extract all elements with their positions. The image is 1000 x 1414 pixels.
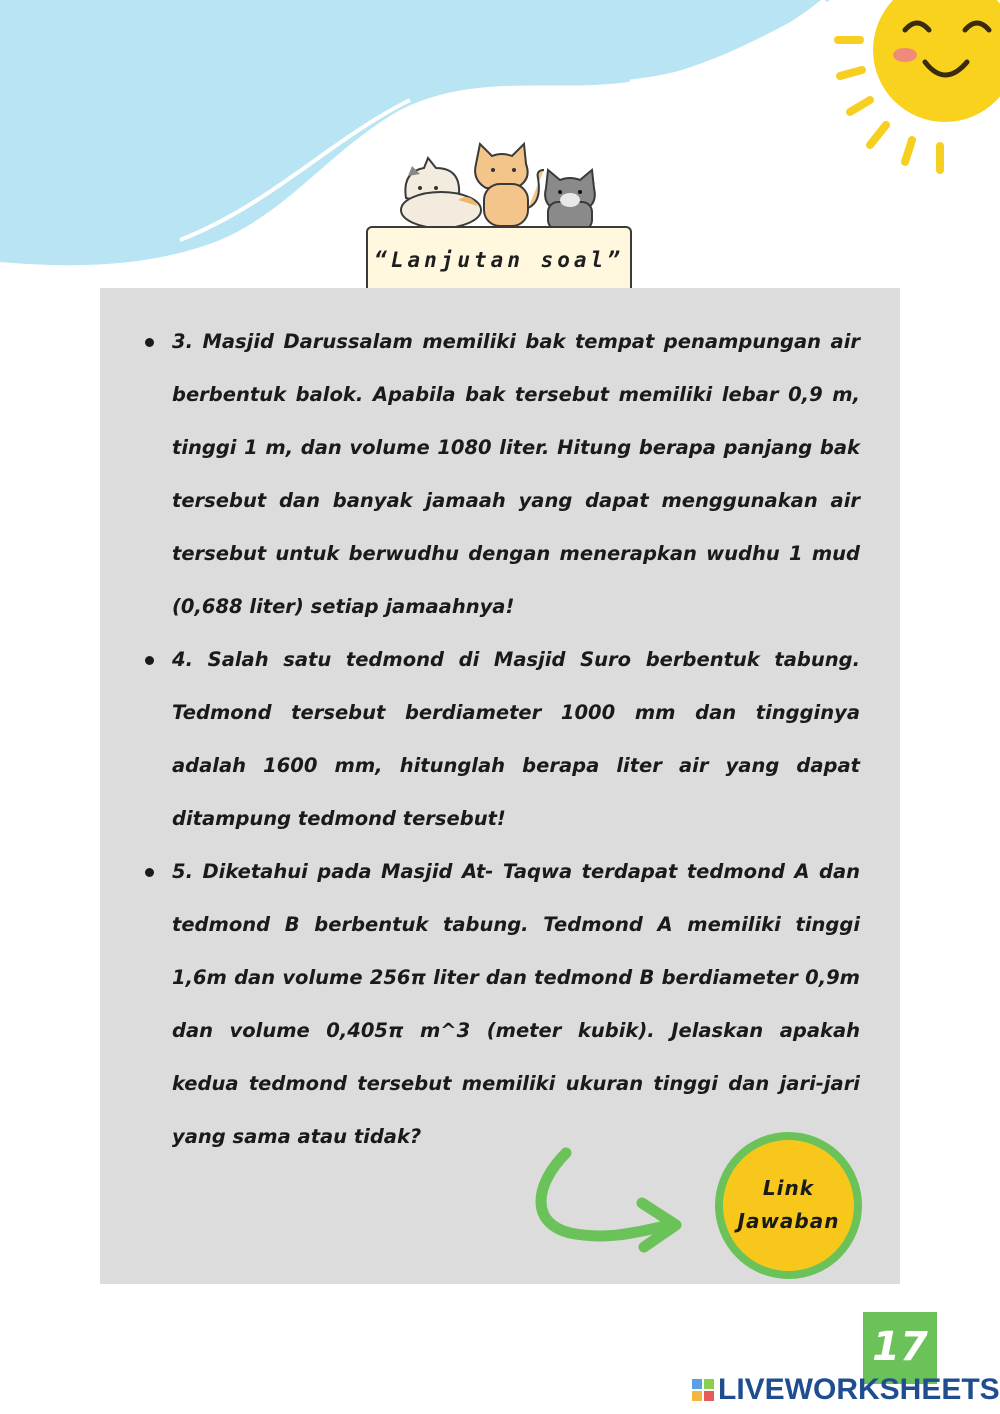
page-title: “Lanjutan soal” <box>374 248 624 272</box>
liveworksheets-logo-icon <box>692 1379 714 1401</box>
question-item-5: 5. Diketahui pada Masjid At- Taqwa terdapat tedmond A dan tedmond B berbentuk tabung. Tedmond A memiliki tinggi 1,6m dan volume 256π liter dan tedmond B berdiameter 0,9m dan volume 0,405π m^3 (meter kubik). Jelaskan apakah kedua tedmond tersebut memiliki ukuran tinggi dan jari-jari yang sama atau tidak? <box>172 845 860 1163</box>
answer-link-label <box>723 1172 854 1238</box>
brand-watermark <box>692 1372 1000 1408</box>
answer-link-button[interactable] <box>715 1132 862 1279</box>
question-item-4: 4. Salah satu tedmond di Masjid Suro berbentuk tabung. Tedmond tersebut berdiameter 1000 mm dan tingginya adalah 1600 mm, hitunglah berapa liter air yang dapat ditampung tedmond tersebut! <box>172 633 860 845</box>
page-number: 17 <box>872 1324 928 1370</box>
cats-illustration <box>396 128 606 232</box>
title-box <box>366 226 632 294</box>
answer-link-line1: Link <box>762 1176 815 1200</box>
answer-link-line2: Jawaban <box>737 1209 840 1233</box>
question-item-3: 3. Masjid Darussalam memiliki bak tempat penampungan air berbentuk balok. Apabila bak tersebut memiliki lebar 0,9 m, tinggi 1 m, dan volume 1080 liter. Hitung berapa panjang bak tersebut dan banyak jamaah yang dapat menggunakan air tersebut untuk berwudhu dengan menerapkan wudhu 1 mud (0,688 liter) setiap jamaahnya! <box>172 315 860 633</box>
brand-text: LIVEWORKSHEETS <box>718 1373 1000 1406</box>
question-list <box>172 315 860 1163</box>
sun-icon <box>838 0 1000 170</box>
arrow-icon <box>530 1145 690 1255</box>
